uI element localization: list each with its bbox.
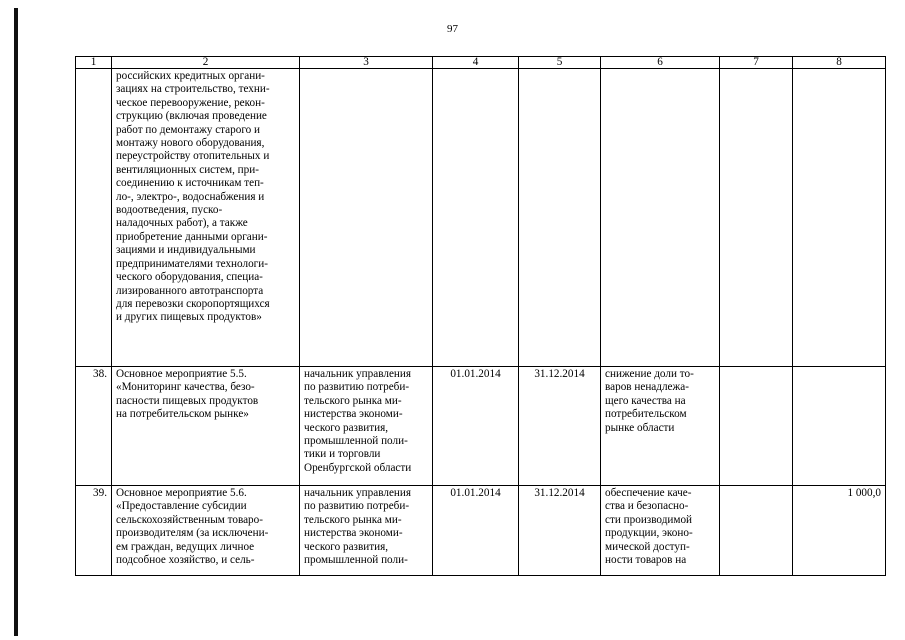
header-col-3: 3	[300, 57, 433, 69]
page-number: 97	[447, 23, 458, 35]
header-col-2: 2	[112, 57, 300, 69]
start-date	[433, 69, 519, 367]
executor: начальник управления по развитию потреби- тельского рынка ми- нистерства экономи- ческого развития, промышленной поли-	[304, 487, 412, 567]
row-number: 39.	[76, 486, 112, 576]
measures-table	[75, 56, 886, 576]
row-number	[76, 69, 112, 367]
funding-value	[793, 367, 886, 486]
end-date: 31.12.2014	[519, 367, 601, 486]
header-col-6: 6	[601, 57, 720, 69]
header-col-4: 4	[433, 57, 519, 69]
measure-name: Основное мероприятие 5.6. «Предоставление субсидии сельскохозяйственным товаро- производителям (за исключени- ем граждан, ведущих личное подсобное хозяйство, и сель-	[116, 487, 269, 567]
col-7-value	[720, 367, 793, 486]
header-row	[76, 57, 886, 69]
expected-result-cell	[601, 486, 720, 576]
measure-name: российских кредитных органи- зациях на строительство, техни- ческое перевооружение, рекон- струкцию (включая проведение работ по демонтажу старого и монтажу нового оборудования, переустройству отопительных и вентиляционных систем, при- соединению к источникам теп- ло-, электро-, водоснабжения и водоотведения, пуско- наладочных работ), а также приобретение данными органи- зациями и индивидуальными предпринимателями технологи- ческого оборудования, специа- лизированного автотранспорта для перевозки скоропортящихся и других пищевых продуктов»	[112, 69, 300, 367]
scan-edge-bar	[14, 8, 18, 636]
expected-result: снижение доли то- варов ненадлежа- щего качества на потребительском рынке области	[601, 367, 720, 486]
expected-result	[601, 69, 720, 367]
header-col-5: 5	[519, 57, 601, 69]
header-col-7: 7	[720, 57, 793, 69]
measure-name-cell	[112, 486, 300, 576]
header-col-1: 1	[76, 57, 112, 69]
end-date: 31.12.2014	[519, 486, 601, 576]
col-7-value	[720, 486, 793, 576]
table-row	[76, 367, 886, 486]
header-col-8: 8	[793, 57, 886, 69]
table-row	[76, 486, 886, 576]
expected-result: обеспечение каче- ства и безопасно- сти производимой продукции, эконо- мической доступ- ности товаров на	[605, 487, 693, 567]
table-row	[76, 69, 886, 367]
executor: начальник управления по развитию потреби- тельского рынка ми- нистерства экономи- ческого развития, промышленной поли- тики и торговли Оренбургской области	[300, 367, 433, 486]
row-number: 38.	[76, 367, 112, 486]
executor-cell	[300, 486, 433, 576]
start-date: 01.01.2014	[433, 486, 519, 576]
end-date	[519, 69, 601, 367]
col-7-value	[720, 69, 793, 367]
start-date: 01.01.2014	[433, 367, 519, 486]
funding-value	[793, 69, 886, 367]
funding-value: 1 000,0	[793, 486, 886, 576]
measure-name: Основное мероприятие 5.5. «Мониторинг качества, безо- пасности пищевых продуктов на потребительском рынке»	[112, 367, 300, 486]
executor	[300, 69, 433, 367]
